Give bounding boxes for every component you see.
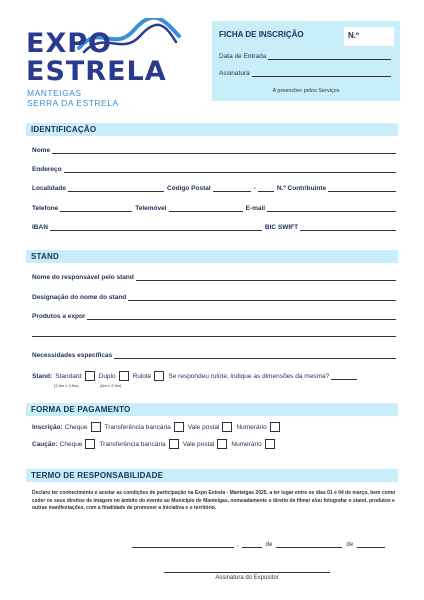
- telemovel-label: Telemóvel: [135, 205, 167, 212]
- rulote-question: Se respondeu rulote, indique as dimensões da mesma?: [168, 372, 330, 380]
- codigo-postal-separator: -: [253, 185, 256, 192]
- inscricao-numerario-label: Numerário: [236, 423, 267, 431]
- inscricao-vale-label: Vale postal: [187, 423, 220, 431]
- responsavel-row: [32, 272, 396, 281]
- form-number-field[interactable]: [344, 27, 394, 46]
- form-info-box: [212, 21, 400, 101]
- responsavel-field[interactable]: [136, 275, 396, 281]
- exhibitor-signature-field[interactable]: [164, 572, 330, 573]
- standard-checkbox[interactable]: [85, 371, 95, 381]
- standard-label: Standard: [55, 372, 82, 380]
- necessidades-field[interactable]: [114, 353, 396, 359]
- caucao-vale-label: Vale postal: [182, 440, 215, 448]
- telefone-label: Telefone: [32, 205, 59, 212]
- place-field[interactable]: [132, 542, 234, 548]
- logo-serra: SERRA DA ESTRELA: [27, 98, 119, 108]
- date-place-row: [132, 542, 385, 548]
- staff-signature-field[interactable]: [252, 70, 391, 77]
- year-field[interactable]: [357, 542, 385, 548]
- date-comma: ,: [237, 542, 239, 548]
- localidade-label: Localidade: [32, 185, 66, 192]
- codigo-postal-field-2[interactable]: [258, 186, 274, 192]
- endereco-field[interactable]: [64, 167, 396, 173]
- bic-field[interactable]: [300, 225, 396, 231]
- designacao-field[interactable]: [128, 295, 396, 301]
- bic-label: BIC SWIFT: [264, 224, 299, 231]
- email-label: E-mail: [245, 205, 266, 212]
- contribuinte-label: N.º Contribuinte: [276, 185, 327, 192]
- month-field[interactable]: [276, 542, 342, 548]
- entry-date-field[interactable]: [268, 53, 391, 60]
- expo-estrela-logo: [26, 18, 186, 106]
- nome-row: [32, 145, 396, 154]
- duplo-label: Duplo: [98, 372, 116, 380]
- exhibitor-signature-caption: Assinatura do Expositor: [215, 575, 279, 581]
- telefone-field[interactable]: [60, 206, 132, 212]
- standard-dims: (2,5m x 2,5m): [54, 383, 79, 388]
- codigo-postal-field-1[interactable]: [213, 186, 251, 192]
- codigo-postal-label: Código Postal: [166, 185, 211, 192]
- caucao-cheque-checkbox[interactable]: [85, 439, 95, 449]
- duplo-dims: (5m x 2,5m): [100, 383, 122, 388]
- inscricao-cheque-checkbox[interactable]: [91, 422, 101, 432]
- inscricao-transferencia-checkbox[interactable]: [174, 422, 184, 432]
- inscricao-payment-row: [32, 422, 284, 432]
- form-number-label: N.º: [348, 31, 359, 40]
- section-title: TERMO DE RESPONSABILIDADE: [31, 471, 164, 480]
- caucao-transferencia-checkbox[interactable]: [169, 439, 179, 449]
- inscricao-vale-checkbox[interactable]: [222, 422, 232, 432]
- endereco-label: Endereço: [32, 166, 62, 173]
- inscricao-numerario-checkbox[interactable]: [270, 422, 280, 432]
- nome-label: Nome: [32, 147, 51, 154]
- localidade-field[interactable]: [68, 186, 164, 192]
- caucao-cheque-label: Cheque: [59, 440, 83, 448]
- caucao-label: Caução:: [32, 440, 58, 448]
- date-de-2: de: [346, 542, 354, 548]
- rulote-dimensions-field[interactable]: [331, 373, 357, 380]
- logo-estrela-text: ESTRELA: [26, 56, 167, 87]
- inscricao-transferencia-label: Transferência bancária: [104, 423, 171, 431]
- caucao-payment-row: [32, 439, 279, 449]
- staff-signature-label: Assinatura: [219, 70, 250, 77]
- services-note: A preencher pelos Serviços: [272, 88, 340, 94]
- rulote-label: Rulote: [132, 372, 152, 380]
- necessidades-row: [32, 350, 396, 359]
- section-title: FORMA DE PAGAMENTO: [31, 405, 131, 414]
- nome-field[interactable]: [52, 148, 396, 154]
- section-title: IDENTIFICAÇÃO: [31, 125, 97, 134]
- telemovel-field[interactable]: [169, 206, 243, 212]
- section-stand: [26, 250, 398, 263]
- entry-date-label: Data de Entrada: [219, 53, 267, 60]
- inscricao-label: Inscrição:: [32, 423, 63, 431]
- contactos-row: [32, 203, 396, 212]
- form-title: FICHA DE INSCRIÇÃO: [219, 30, 304, 39]
- localidade-row: [32, 183, 396, 192]
- day-field[interactable]: [242, 542, 262, 548]
- banco-row: [32, 222, 396, 231]
- produtos-field[interactable]: [87, 314, 396, 320]
- email-field[interactable]: [267, 206, 396, 212]
- produtos-label: Produtos a expor: [32, 313, 86, 320]
- caucao-numerario-label: Numerário: [231, 440, 262, 448]
- caucao-transferencia-label: Transferência bancária: [99, 440, 166, 448]
- designacao-row: [32, 292, 396, 301]
- date-de-1: de: [265, 542, 273, 548]
- staff-signature-row: [219, 70, 391, 77]
- logo-expo-text: EXPO: [26, 28, 113, 59]
- section-termo: [26, 469, 398, 482]
- duplo-checkbox[interactable]: [119, 371, 129, 381]
- caucao-numerario-checkbox[interactable]: [265, 439, 275, 449]
- rulote-checkbox[interactable]: [154, 371, 164, 381]
- logo-manteigas: MANTEIGAS: [27, 88, 82, 98]
- produtos-row: [32, 311, 396, 320]
- iban-field[interactable]: [50, 225, 262, 231]
- designacao-label: Designação do nome do stand: [32, 294, 127, 301]
- section-title: STAND: [31, 252, 59, 261]
- section-identificacao: [26, 123, 398, 136]
- inscricao-cheque-label: Cheque: [64, 423, 88, 431]
- responsavel-label: Nome do responsável pelo stand: [32, 274, 134, 281]
- produtos-extra-line[interactable]: [32, 336, 396, 337]
- entry-date-row: [219, 53, 391, 60]
- iban-label: IBAN: [32, 224, 48, 231]
- caucao-vale-checkbox[interactable]: [217, 439, 227, 449]
- stand-type-label: Stand:: [32, 372, 53, 380]
- endereco-row: [32, 164, 396, 173]
- stand-type-options: [32, 371, 357, 381]
- necessidades-label: Necessidades específicas: [32, 352, 113, 359]
- declaration-text: Declaro ter conhecimento e aceitar as condições de participação na Expo Estrela - Manteigas 2025, a ter lugar entre os dias 01 e 04 de março, bem como ceder os seus direitos de imagem no âmbito do evento ao Município de Manteigas, nomeadamente o direito de filmar e/ou fotografar o stand, produtos e outras manifestações, com a finalidade de promover a iniciativa e o território.: [32, 490, 396, 511]
- contribuinte-field[interactable]: [328, 186, 396, 192]
- section-pagamento: [26, 403, 398, 416]
